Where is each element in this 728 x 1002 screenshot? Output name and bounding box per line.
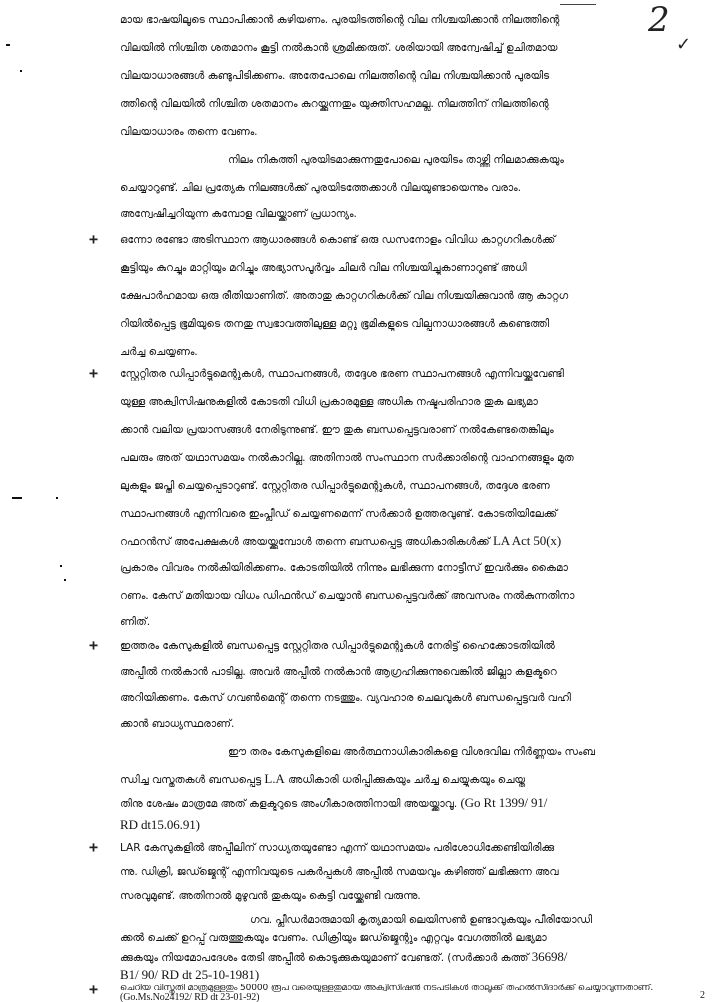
handwritten-tick: ✓ (676, 34, 692, 55)
bullet-plus: + (89, 636, 99, 654)
text-segment: ലുകളും ജപ്തി ചെയ്യപ്പെടാറുണ്ട്. സ്റ്റേറ്റിതര ഡിപ്പാർട്ടുമെന്റുകൾ, സ്ഥാപനങ്ങൾ, തദ്ദേശ ഭരണ (120, 480, 550, 492)
text-segment: റണം. കേസ് മതിയായ വിധം ഡിഫൻഡ് ചെയ്യാൻ ബന്ധപ്പെട്ടവർക്ക് അവസരം നൽകുന്നതിനാ (120, 590, 575, 602)
text-line (120, 14, 660, 27)
bullet-plus: + (89, 230, 99, 248)
text-line (120, 692, 660, 705)
text-segment: യുള്ള അക്വിസിഷനുകളിൽ കോടതി വിധി പ്രകാരമുള്ള അധിക നഷ്ടപരിഹാര തുക ലഭ്യമാ (120, 396, 538, 408)
text-segment: തിനു ശേഷം മാത്രമേ അത് കളക്ടറുടെ അംഗീകാരത്തിനായി അയയ്ക്കാവൂ. (120, 798, 458, 810)
go-rt-reference: (Go Rt 1399/ 91/ (460, 796, 548, 810)
text-segment: ക്കാൻ ബാധ്യസ്ഥരാണ്. (120, 718, 235, 730)
la-act-reference: LA Act 50(x) (492, 534, 562, 548)
text-line-with-letter (120, 950, 660, 965)
text-segment: അറിയിക്കണം. കേസ് ഗവൺമെന്റ് തന്നെ നടത്തും. വ്യവഹാര ചെലവുകൾ ബന്ധപ്പെട്ടവർ വഹി (120, 692, 571, 704)
text-line (120, 590, 660, 603)
text-line (120, 42, 660, 55)
text-line (120, 234, 660, 247)
text-segment: ചർച്ച ചെയ്യണം. (120, 346, 198, 358)
text-line-with-act (120, 534, 660, 549)
text-segment: അധികാരി ധരിപ്പിക്കുകയും ചർച്ച ചെയ്യുകയും ചെയ്ത (287, 774, 526, 786)
text-segment: ക്കൽ ചെക്ക് ഉറപ്പ് വരുത്തുകയും വേണം. ഡിക്രിയും ജഡ്ജ്മെന്റും എറ്റവും വേഗത്തിൽ ലഭ്യമാ (120, 932, 547, 944)
text-segment: വിലയാധാരം തന്നെ വേണം. (120, 126, 258, 138)
text-segment: ഗവ. പ്ലീഡർമാരുമായി കൃത്യമായി ലെയിസൺ ഉണ്ടാവുകയും പീരിയോഡി (250, 914, 592, 926)
text-line (250, 914, 660, 927)
scan-speck (12, 497, 22, 499)
text-segment: ക്ഷേപാർഹമായ ഒരു രീതിയാണിത്. അതാതു കാറ്റഗറികൾക്ക് വില നിശ്ചയിക്കുവാൻ ആ കാറ്റഗ (120, 290, 569, 302)
page-number: 2 (700, 990, 705, 1001)
text-segment: ചെയ്യാറുണ്ട്. ചില പ്രത്യേക നിലങ്ങൾക്ക് പുരയിടത്തേക്കാൾ വിലയുണ്ടായെന്നും വരാം. (120, 182, 521, 194)
text-segment: അന്വേഷിച്ചറിയുന്ന കമ്പോള വിലയ്ക്കാണ് പ്രധാന്യം. (120, 208, 357, 220)
scan-mark-line (560, 4, 596, 5)
bullet-plus: + (89, 838, 99, 856)
text-segment: തഹൽസീദാർക്ക് ചെയ്യാവുന്നതാണ്. (505, 984, 654, 993)
text-line (120, 718, 660, 731)
text-segment: സ്റ്റേറ്റിതര ഡിപ്പാർട്ടുമെന്റുകൾ, സ്ഥാപനങ്ങൾ, തദ്ദേശ ഭരണ സ്ഥാപനങ്ങൾ എന്നിവയ്ക്കുവേണ്ടി (120, 368, 564, 380)
text-segment: LAR കേസുകളിൽ അപ്പീലിന് സാധ്യതയുണ്ടോ എന്ന് യഥാസമയം പരിശോധിക്കേണ്ടിയിരിക്കു (120, 842, 555, 854)
text-segment: റിയിൽപ്പെട്ട ഭൂമിയുടെ തനതു സ്വഭാവത്തിലുള്ള മറ്റു ഭൂമികളുടെ വില്പനാധാരങ്ങൾ കണ്ടെത്തി (120, 318, 550, 330)
text-segment: മായ ഭാഷയിലൂടെ സ്ഥാപിക്കാൻ കഴിയണം. പുരയിടത്തിന്റെ വില നിശ്ചയിക്കാൻ നിലത്തിന്റെ (120, 14, 560, 26)
text-segment: ത്തിന്റെ വിലയിൽ നിശ്ചിത ശതമാനം കുറയ്ക്കുന്നതും യുക്തിസഹമല്ല. നിലത്തിന് നിലത്തിന്റെ (120, 98, 549, 110)
text-line (120, 842, 660, 855)
text-segment: ഈ തരം കേസുകളിലെ അർത്ഥനാധികാരികളെ വിശദവില നിർണ്ണയം സംബ (228, 746, 596, 758)
bullet-plus: + (89, 980, 99, 998)
text-line (120, 318, 660, 331)
text-segment: വിലയാധാരങ്ങൾ കണ്ടുപിടിക്കണം. അതേപോലെ നിലത്തിന്റെ വില നിശ്ചയിക്കാൻ പുരയിട (120, 70, 550, 82)
text-segment: പ്രകാരം വിവരം നൽകിയിരിക്കണം. കോടതിയിൽ നിന്നും ലഭിക്കുന്ന നോട്ടീസ് ഇവർക്കും കൈമാ (120, 562, 568, 574)
letter-date-reference: B1/ 90/ RD dt 25-10-1981) (120, 968, 260, 982)
text-segment: റഫറൻസ് അപേക്ഷകൾ അയയ്ക്കുമ്പോൾ തന്നെ ബന്ധപ്പെട്ട അധികാരികൾക്ക് (120, 536, 490, 548)
text-segment: അപ്പീൽ നൽകാൻ പാടില്ല. അവർ അപ്പീൽ നൽകാൻ ആഗ്രഹിക്കുന്നുവെങ്കിൽ ജില്ലാ കളക്ടറെ (120, 666, 557, 678)
text-segment: സ്ഥാപനങ്ങൾ എന്നിവരെ ഇംപ്ലീഡ് ചെയ്യണമെന്ന് സർക്കാർ ഉത്തരവുണ്ട്. കോടതിയിലേക്ക് (120, 508, 558, 520)
text-segment: കൂട്ടിയും കുറച്ചും മാറ്റിയും മറിച്ചും അഭ്യാസപൂർവ്വം ചിലർ വില നിശ്ചയിച്ചുകാണാറുണ്ട് അധി (120, 262, 527, 274)
text-segment: ണിത്. (120, 616, 151, 628)
text-segment: ഇത്തരം കേസുകളിൽ ബന്ധപ്പെട്ട സ്റ്റേറ്റിതര ഡിപ്പാർട്ടുമെന്റുകൾ നേരിട്ട് ഹൈക്കോടതിയിൽ (120, 640, 555, 652)
text-line (120, 866, 660, 879)
text-segment: സരവുമുണ്ട്. അതിനാൽ മുഴുവൻ തുകയും കെട്ടി വയ്ക്കേണ്ടി വരുന്നു. (120, 890, 421, 902)
scan-speck (60, 565, 62, 567)
letter-number-reference: 36698/ (531, 950, 568, 964)
go-ms-reference: (Go.Ms.No24192/ RD dt 23-01-92) (120, 992, 260, 1002)
text-line (120, 616, 660, 629)
text-line (120, 396, 660, 409)
text-line (120, 262, 660, 275)
text-segment: പലരും അത് യഥാസമയം നൽകാറില്ല. അതിനാൽ സംസ്ഥാന സർക്കാരിന്റെ വാഹനങ്ങളും മുത (120, 452, 574, 464)
text-segment: ന്ധിച്ച വസ്തുതകൾ ബന്ധപ്പെട്ട (120, 774, 262, 786)
text-segment: വിലയിൽ നിശ്ചിത ശതമാനം കൂട്ടി നൽകാൻ ശ്രമിക്കരുത്. ശരിയായി അന്വേഷിച്ച് ഉചിതമായ (120, 42, 558, 54)
text-line (120, 424, 660, 437)
text-line (228, 154, 660, 167)
bullet-plus: + (89, 364, 99, 382)
text-line (120, 452, 660, 465)
text-line (120, 508, 660, 521)
scan-speck (64, 579, 66, 581)
text-line (120, 182, 660, 195)
text-line (120, 562, 660, 575)
rd-date-reference: RD dt15.06.91) (120, 818, 200, 832)
handwritten-page-mark: 2 (648, 0, 670, 40)
la-reference: L.A (264, 772, 285, 786)
text-line (120, 346, 660, 359)
text-line-final (120, 984, 660, 1002)
text-line (120, 968, 660, 983)
text-line (120, 890, 660, 903)
text-line (120, 640, 660, 653)
text-line (120, 290, 660, 303)
text-segment: ക്കുകയും നിയമോപദേശം തേടി അപ്പീൽ കൊടുക്കുകയുമാണ് വേണ്ടത്. (സർക്കാർ കത്ത് (120, 952, 529, 964)
text-line (120, 98, 660, 111)
text-segment: ഒന്നോ രണ്ടോ അടിസ്ഥാന ആധാരങ്ങൾ കൊണ്ട് ഒരു ഡസനോളം വിവിധ കാറ്റഗറികൾക്ക് (120, 234, 556, 246)
text-line (120, 126, 660, 139)
text-line (120, 368, 660, 381)
scan-speck (56, 497, 58, 499)
text-line (228, 746, 660, 759)
text-line (120, 70, 660, 83)
text-line (120, 666, 660, 679)
text-segment: ന്നു. ഡിക്രി, ജഡ്ജ്മെന്റ് എന്നിവയുടെ പകർപ്പുകൾ അപ്പീൽ സമയവും കഴിഞ്ഞ് ലഭിക്കുന്ന അവ (120, 866, 559, 878)
text-line (120, 818, 660, 833)
scan-speck (6, 44, 10, 46)
text-line-with-order (120, 796, 660, 811)
text-line (120, 480, 660, 493)
scan-speck (20, 70, 22, 72)
text-line (120, 932, 660, 945)
text-segment: ക്കാൻ വലിയ പ്രയാസങ്ങൾ നേരിടുന്നുണ്ട്. ഈ തുക ബന്ധപ്പെട്ടവരാണ് നൽകേണ്ടതെങ്കിലും (120, 424, 554, 436)
text-line-with-la (120, 772, 660, 787)
text-segment: നിലം നികത്തി പുരയിടമാക്കുന്നതുപോലെ പുരയിടം താഴ്ത്തി നിലമാക്കുകയും (228, 154, 564, 166)
text-line (120, 208, 660, 221)
text-segment: ചെറിയ വിസ്തൃതി മാത്രമുള്ളതും 50000 രൂപ വരെയുള്ളതുമായ അക്വിസിഷൻ നടപടികൾ താലൂക്ക് (120, 984, 503, 993)
